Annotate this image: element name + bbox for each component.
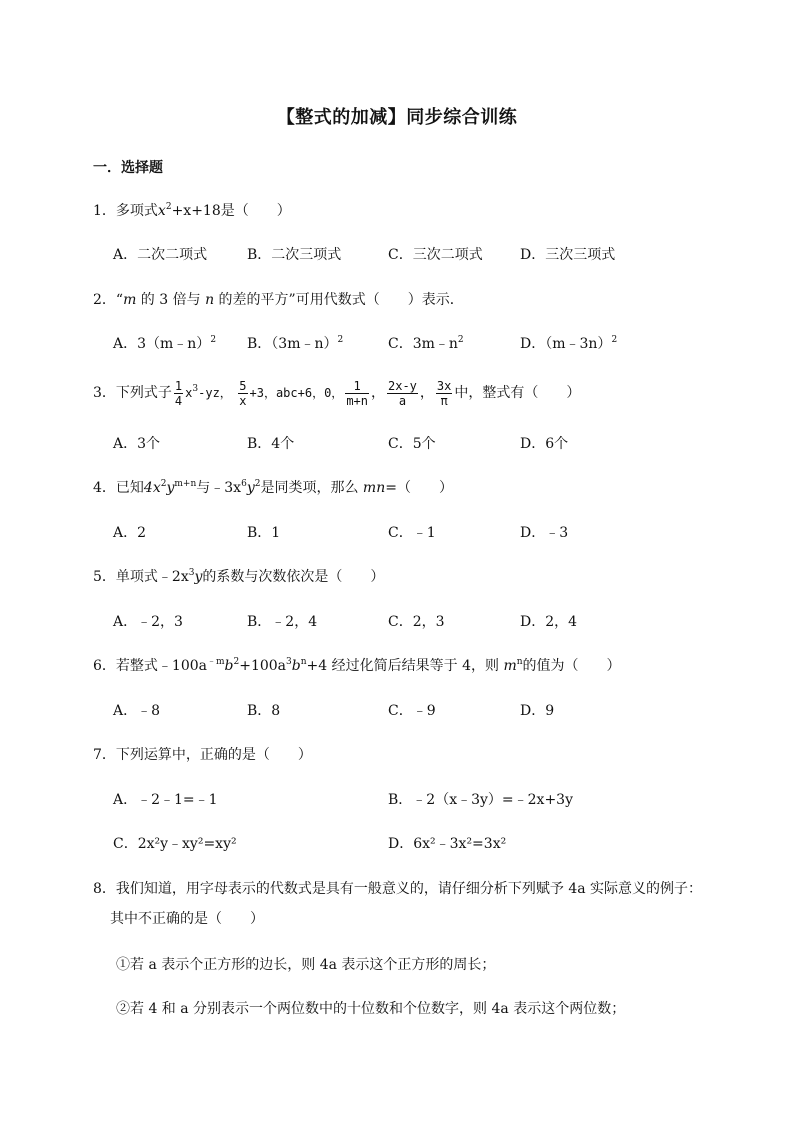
q6-var-b2: b bbox=[291, 658, 301, 674]
q4-option-d[interactable]: D．﹣3 bbox=[520, 525, 569, 541]
q2-option-a-text: A．3（m﹣n） bbox=[113, 336, 211, 352]
q1-prefix: 1．多项式 bbox=[93, 203, 158, 219]
q5-suffix: 的系数与次数依次是（ ） bbox=[202, 569, 385, 585]
q3-f3-num: 1 bbox=[345, 379, 369, 394]
q2-option-b-text: B．（3m﹣n） bbox=[247, 336, 338, 352]
q6-option-d[interactable]: D．9 bbox=[520, 703, 555, 719]
q4-mid: 与﹣3x bbox=[196, 480, 242, 496]
question-8-line-2: 其中不正确的是（ ） bbox=[110, 911, 264, 927]
q6-exp-1: ﹣m bbox=[206, 657, 225, 667]
q6-option-c[interactable]: C．﹣9 bbox=[388, 703, 436, 719]
q7-option-d[interactable]: D．6x²﹣3x²=3x² bbox=[388, 836, 507, 852]
q3-fraction-5 bbox=[436, 379, 452, 408]
q2-var-n: n bbox=[205, 292, 215, 308]
q6-prefix: 6．若整式﹣100a bbox=[93, 658, 207, 674]
q6-suffix: 的值为（ ） bbox=[522, 658, 621, 674]
q2-option-a-exp: 2 bbox=[210, 335, 217, 345]
q6-exp-5: n bbox=[516, 657, 523, 667]
q2-option-c-exp: 2 bbox=[457, 335, 464, 345]
question-3 bbox=[93, 377, 580, 409]
q3-fraction-3 bbox=[345, 379, 369, 408]
q4-term-2-yexp: 2 bbox=[254, 479, 261, 489]
q3-f2-num: 5 bbox=[239, 378, 247, 393]
q1-option-b[interactable]: B．二次三项式 bbox=[247, 247, 342, 263]
q4-term-1-yexp: m+n bbox=[174, 479, 197, 489]
q6-option-a[interactable]: A．﹣8 bbox=[113, 703, 161, 719]
q3-term-1-rest: -yz， bbox=[198, 386, 232, 400]
q1-option-d[interactable]: D．三次三项式 bbox=[520, 247, 616, 263]
question-2 bbox=[93, 290, 464, 310]
q3-option-c[interactable]: C．5个 bbox=[388, 436, 436, 452]
q7-option-c[interactable]: C．2x²y﹣xy²=xy² bbox=[113, 836, 237, 852]
q2-option-c[interactable] bbox=[388, 334, 464, 354]
q1-option-c[interactable]: C．三次二项式 bbox=[388, 247, 483, 263]
q1-expr-x: x bbox=[157, 203, 166, 219]
q3-f2-den: x bbox=[239, 393, 247, 408]
q7-option-a[interactable]: A．﹣2﹣1=﹣1 bbox=[113, 792, 218, 808]
q3-f1-den: 4 bbox=[174, 393, 183, 408]
q3-sep-2: ， bbox=[419, 385, 434, 401]
q3-option-a[interactable]: A．3个 bbox=[113, 436, 161, 452]
q6-suffix-pre: +4 经过化简后结果等于 4，则 bbox=[306, 658, 504, 674]
q3-f5-den: π bbox=[440, 393, 448, 408]
q4-term-2-y: y bbox=[246, 480, 255, 496]
q6-mid: +100a bbox=[239, 658, 287, 674]
q3-f1-num: 1 bbox=[174, 378, 183, 393]
q5-option-d[interactable]: D．2，4 bbox=[520, 614, 578, 630]
q6-option-b[interactable]: B．8 bbox=[247, 703, 281, 719]
q6-var-m: m bbox=[503, 658, 517, 674]
q2-option-c-text: C．3m﹣n bbox=[388, 336, 458, 352]
q1-suffix: 是（ ） bbox=[220, 203, 291, 219]
q4-term-1: 4x bbox=[143, 480, 161, 496]
q3-sep-1: ， bbox=[371, 385, 385, 401]
q3-option-d[interactable]: D．6个 bbox=[520, 436, 569, 452]
q5-exp: 3 bbox=[188, 568, 195, 578]
section-heading: 一．选择题 bbox=[93, 160, 163, 176]
page-title: 【整式的加减】同步综合训练 bbox=[276, 107, 518, 128]
q3-fraction-2 bbox=[238, 379, 247, 408]
q3-fraction-1 bbox=[174, 379, 183, 408]
q4-prefix: 4．已知 bbox=[93, 480, 144, 496]
q1-expr-exp: 2 bbox=[165, 202, 172, 212]
q2-option-b-exp: 2 bbox=[337, 335, 344, 345]
q3-fraction-4 bbox=[387, 379, 418, 408]
q8-statement-1: ①若 a 表示个正方形的边长，则 4a 表示这个正方形的周长； bbox=[116, 957, 496, 973]
q6-exp-3: 3 bbox=[286, 657, 292, 667]
q3-term-2: +3，abc+6，0， bbox=[249, 386, 344, 400]
q6-exp-4: n bbox=[300, 657, 307, 667]
q3-term-1-exp: 3 bbox=[192, 384, 199, 394]
q5-prefix: 5．单项式﹣2x bbox=[93, 569, 189, 585]
q4-mn: mn bbox=[362, 480, 386, 496]
q3-term-1: x bbox=[185, 386, 193, 400]
q2-option-a[interactable] bbox=[113, 334, 216, 354]
q4-term-1-y: y bbox=[166, 480, 175, 496]
q5-option-b[interactable]: B．﹣2，4 bbox=[247, 614, 318, 630]
q4-option-a[interactable]: A．2 bbox=[113, 525, 147, 541]
question-8-line-1: 8．我们知道，用字母表示的代数式是具有一般意义的，请仔细分析下列赋予 4a 实际意义的例子： bbox=[93, 881, 703, 897]
q2-option-d-exp: 2 bbox=[611, 335, 618, 345]
q3-f4-num: 2x-y bbox=[388, 378, 417, 393]
question-1 bbox=[93, 201, 291, 221]
q2-option-d-text: D．（m﹣3n） bbox=[520, 336, 612, 352]
q4-option-c[interactable]: C．﹣1 bbox=[388, 525, 436, 541]
q2-option-b[interactable] bbox=[247, 334, 343, 354]
q2-var-m: m bbox=[123, 292, 137, 308]
q3-suffix: 中，整式有（ ） bbox=[454, 385, 581, 401]
question-6 bbox=[93, 656, 621, 676]
q4-term-1-exp: 2 bbox=[160, 479, 167, 489]
q5-option-c[interactable]: C．2，3 bbox=[388, 614, 445, 630]
q3-f4-den: a bbox=[398, 393, 407, 408]
question-5 bbox=[93, 567, 384, 587]
q3-prefix: 3．下列式子 bbox=[93, 385, 172, 401]
q2-mid: 的 3 倍与 bbox=[136, 292, 206, 308]
q4-suffix-pre: 是同类项，那么 bbox=[260, 480, 363, 496]
q7-option-b[interactable]: B．﹣2（x﹣3y）=﹣2x+3y bbox=[388, 792, 573, 808]
q2-suffix: 的差的平方”可用代数式（ ）表示． bbox=[214, 292, 464, 308]
q1-option-a[interactable]: A．二次二项式 bbox=[113, 247, 208, 263]
q6-var-b1: b bbox=[224, 658, 234, 674]
q4-suffix: =（ ） bbox=[385, 480, 453, 496]
q3-option-b[interactable]: B．4个 bbox=[247, 436, 295, 452]
q4-option-b[interactable]: B．1 bbox=[247, 525, 281, 541]
q6-exp-2: 2 bbox=[233, 657, 240, 667]
q3-f5-num: 3x bbox=[436, 378, 452, 393]
q3-f3-den: m+n bbox=[346, 393, 368, 408]
question-4 bbox=[93, 478, 453, 498]
q5-var-y: y bbox=[194, 569, 203, 585]
q1-expr-rest: +x+18 bbox=[171, 203, 221, 219]
q2-option-d[interactable] bbox=[520, 334, 617, 354]
q4-term-2-exp: 6 bbox=[241, 479, 247, 489]
question-7: 7．下列运算中，正确的是（ ） bbox=[93, 747, 312, 763]
q8-statement-2: ②若 4 和 a 分别表示一个两位数中的十位数和个位数字，则 4a 表示这个两位数； bbox=[116, 1001, 626, 1017]
q5-option-a[interactable]: A．﹣2，3 bbox=[113, 614, 183, 630]
q2-prefix: 2．“ bbox=[93, 292, 124, 308]
